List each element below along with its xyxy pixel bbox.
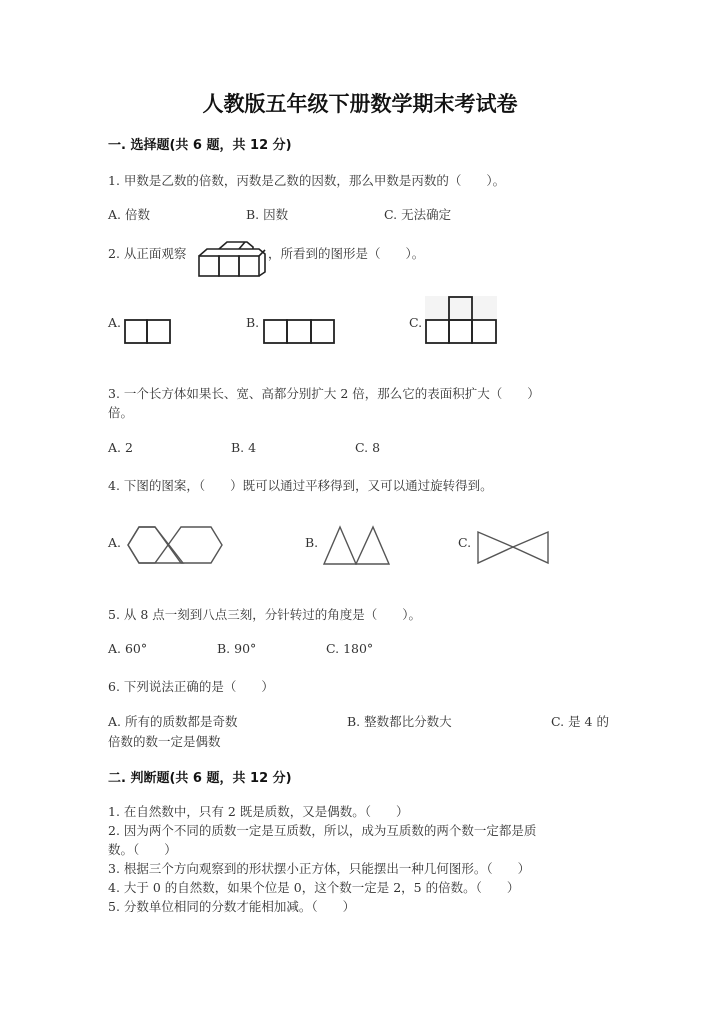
question-5-option-b: B. 90° bbox=[217, 641, 257, 656]
question-6-option-a: A. 所有的质数都是奇数 bbox=[108, 714, 238, 729]
question-6-option-b: B. 整数都比分数大 bbox=[347, 714, 452, 729]
question-1-option-b: B. 因数 bbox=[246, 207, 289, 222]
double-hexagon-icon bbox=[127, 525, 239, 567]
section-heading-judgement: 二. 判断题(共 6 题，共 12 分) bbox=[108, 771, 292, 786]
question-2-option-a: A. bbox=[108, 315, 122, 330]
bowtie-icon bbox=[477, 530, 551, 566]
three-squares-figure bbox=[263, 319, 337, 345]
question-4-stem: 4. 下图的图案，（ ）既可以通过平移得到，又可以通过旋转得到。 bbox=[108, 478, 493, 493]
question-3-option-a: A. 2 bbox=[108, 440, 133, 455]
judgement-item-2-cont: 数。（ ） bbox=[108, 842, 177, 857]
question-3-stem: 3. 一个长方体如果长、宽、高都分别扩大 2 倍，那么它的表面积扩大（ ） bbox=[108, 386, 540, 401]
question-5-option-c: C. 180° bbox=[326, 641, 374, 656]
t-shape-figure bbox=[425, 296, 500, 346]
judgement-item-5: 5. 分数单位相同的分数才能相加减。（ ） bbox=[108, 899, 356, 914]
question-3-option-b: B. 4 bbox=[231, 440, 257, 455]
question-5-option-a: A. 60° bbox=[108, 641, 148, 656]
question-1-option-c: C. 无法确定 bbox=[384, 207, 452, 222]
question-6-stem: 6. 下列说法正确的是（ ） bbox=[108, 679, 274, 694]
question-2-option-c: C. bbox=[409, 315, 423, 330]
question-4-option-b: B. bbox=[305, 535, 319, 550]
page-title: 人教版五年级下册数学期末考试卷 bbox=[202, 92, 518, 116]
question-4-option-c: C. bbox=[458, 535, 472, 550]
double-triangle-icon bbox=[323, 525, 391, 567]
question-5-stem: 5. 从 8 点一刻到八点三刻，分针转过的角度是（ ）。 bbox=[108, 607, 422, 622]
question-1-stem: 1. 甲数是乙数的倍数，丙数是乙数的因数，那么甲数是丙数的（ ）。 bbox=[108, 173, 506, 188]
judgement-item-3: 3. 根据三个方向观察到的形状摆小正方体，只能摆出一种几何图形。（ ） bbox=[108, 861, 531, 876]
judgement-item-4: 4. 大于 0 的自然数，如果个位是 0，这个数一定是 2，5 的倍数。（ ） bbox=[108, 880, 520, 895]
question-6-option-c-cont: 倍数的数一定是偶数 bbox=[108, 734, 221, 749]
cube-stack-icon bbox=[197, 240, 267, 278]
question-3-option-c: C. 8 bbox=[355, 440, 381, 455]
question-2-stem-before: 2. 从正面观察 bbox=[108, 246, 187, 261]
question-1-option-a: A. 倍数 bbox=[108, 207, 150, 222]
judgement-item-1: 1. 在自然数中，只有 2 既是质数，又是偶数。（ ） bbox=[108, 804, 409, 819]
judgement-item-2: 2. 因为两个不同的质数一定是互质数，所以，成为互质数的两个数一定都是质 bbox=[108, 823, 537, 838]
section-heading-choice: 一. 选择题(共 6 题，共 12 分) bbox=[108, 138, 292, 153]
question-2-option-b: B. bbox=[246, 315, 260, 330]
question-3-stem-cont: 倍。 bbox=[108, 405, 134, 420]
question-4-option-a: A. bbox=[108, 535, 122, 550]
question-2-stem-after: ，所看到的图形是（ ）。 bbox=[268, 246, 425, 261]
question-6-option-c: C. 是 4 的 bbox=[551, 714, 609, 729]
two-squares-figure bbox=[124, 319, 174, 345]
